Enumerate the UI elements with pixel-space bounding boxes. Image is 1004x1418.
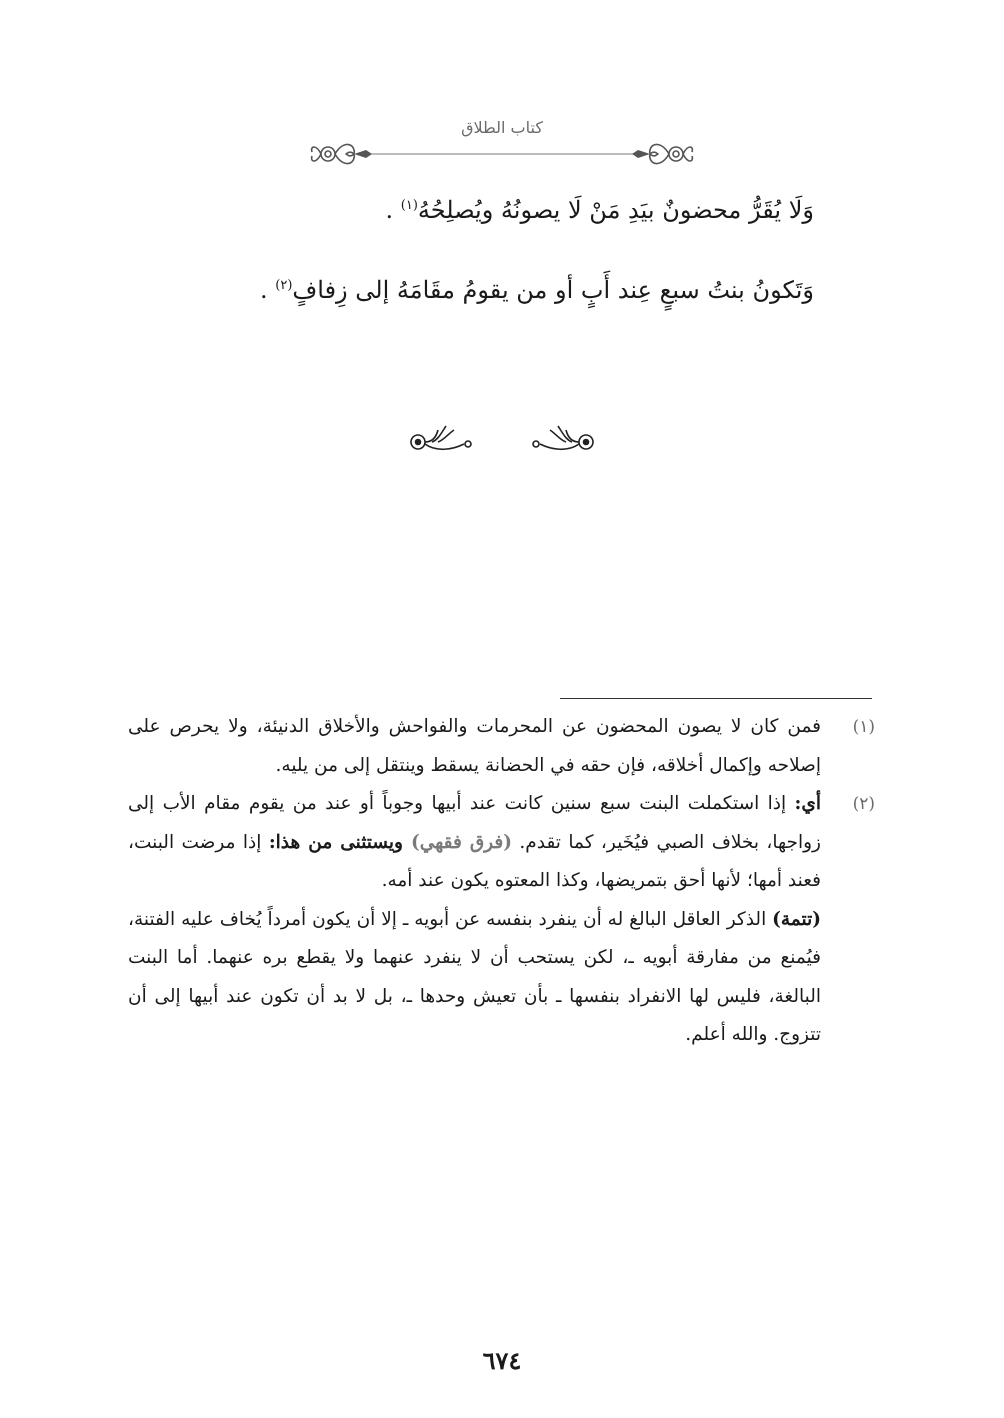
footnote-number: (١) xyxy=(852,717,875,737)
footnote-lead: أي: xyxy=(794,793,821,814)
tatimma-label: (تتمة) xyxy=(772,908,821,930)
footnote-ref-2[interactable]: (٢) xyxy=(275,278,293,293)
verse-end: . xyxy=(259,276,276,304)
running-header xyxy=(302,112,702,172)
verse-text: وَتَكونُ بنتُ سبعٍ عِند أَبٍ أو من يقومُ مقَامَهُ إلى زِفافٍ xyxy=(292,276,814,304)
verse-line-1 xyxy=(386,196,815,224)
fiqh-difference-tag: (فرق فقهي) xyxy=(410,831,512,853)
verse-line-2 xyxy=(260,276,814,304)
footnote-ref-1[interactable]: (١) xyxy=(400,198,418,213)
footnote-number: (٢) xyxy=(852,794,875,814)
footnote-text: إذا مرضت البنت، فعند أمها؛ لأنها أحق بتمريضها، وكذا المعتوه يكون عند أمه. xyxy=(128,831,821,891)
verse-end: . xyxy=(385,196,401,224)
scroll-flourish-icon xyxy=(302,136,702,172)
floral-divider-icon xyxy=(402,418,602,462)
footnote-2-supplement xyxy=(128,901,875,1055)
verse-text: وَلَا يُقَرُّ محضونٌ بيَدِ مَنْ لَا يصونُهُ ويُصلِحُهُ xyxy=(417,196,814,224)
footnote-2 xyxy=(128,785,875,901)
tatimma-text: الذكر العاقل البالغ له أن ينفرد بنفسه عن أبويه ـ إلا أن يكون أمرداً يُخاف عليه الفتنة، فيُمنع من مفارقة أبويه ـ، لكن يستحب أن لا ينفرد عنهما ولا يقطع بره عنهما. أما البنت البالغة، فليس لها الانفراد بنفسها ـ بأن تعيش وحدها ـ، بل لا بد أن تكون عند أبيها إلى أن تتزوج. والله أعلم. xyxy=(128,908,821,1045)
header-title: كتاب الطلاق xyxy=(461,118,543,137)
exception-label: ويستثنى من هذا: xyxy=(268,831,411,853)
footnotes xyxy=(128,708,875,1055)
footnote-separator xyxy=(560,698,872,699)
footnote-text: فمن كان لا يصون المحضون عن المحرمات والفواحش والأخلاق الدنيئة، ولا يحرص على إصلاحه وإكمال أخلاقه، فإن حقه في الحضانة يسقط وينتقل إلى من يليه. xyxy=(128,716,821,776)
footnote-1 xyxy=(128,708,875,785)
page-number: ٦٧٤ xyxy=(482,1346,522,1375)
footnote-text: إذا استكملت البنت سبع سنين كانت عند أبيها وجوباً أو عند من يقوم مقام الأب إلى زواجها، بخلاف الصبي فيُخَير، كما تقدم. xyxy=(128,793,821,853)
